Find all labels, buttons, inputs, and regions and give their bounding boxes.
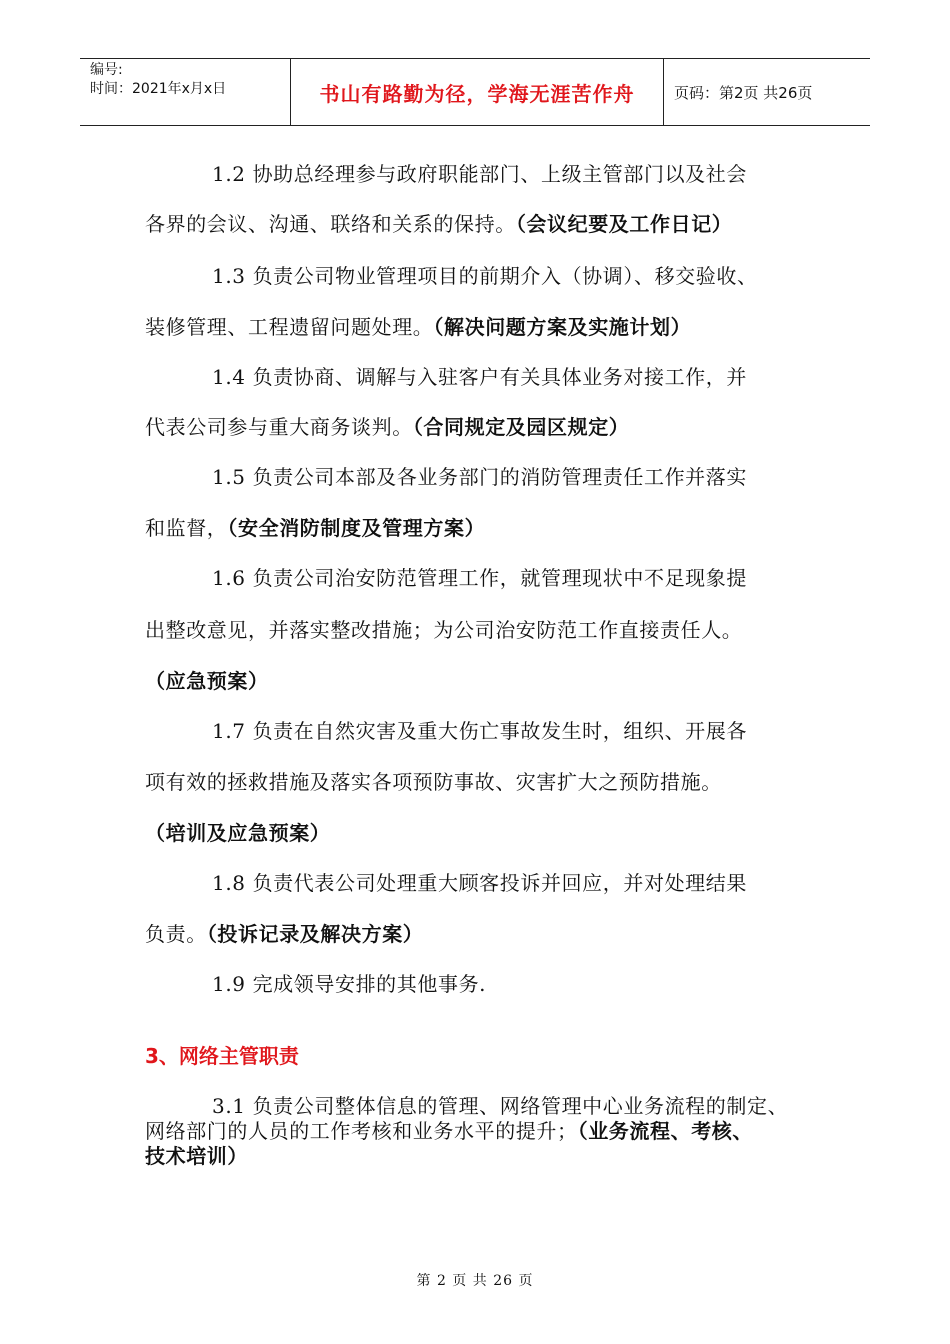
page-footer: 第 2 页 共 26 页 [416,1273,534,1289]
body-line [145,766,722,795]
body-line [145,411,629,440]
body-line [212,260,758,289]
body-line [212,361,747,390]
body-line [212,715,747,744]
line-text: 1.6 负责公司治安防范管理工作，就管理现状中不足现象提 [212,566,747,590]
line-text: 代表公司参与重大商务谈判。 [145,415,413,439]
body-line [145,208,732,237]
line-text: 1.3 负责公司物业管理项目的前期介入（协调）、移交验收、 [212,264,758,288]
line-text: 和监督， [145,516,228,540]
body-line [145,512,485,541]
body-line [212,461,747,490]
line-text: 1.7 负责在自然灾害及重大伤亡事故发生时，组织、开展各 [212,719,747,743]
line-text: 1.5 负责公司本部及各业务部门的消防管理责任工作并落实 [212,465,747,489]
line-text: 负责。 [145,922,207,946]
line-bold: （会议纪要及工作日记） [515,212,733,236]
page-header [80,58,870,126]
line-text: 出整改意见，并落实整改措施；为公司治安防范工作直接责任人。 [145,618,743,642]
document-number-label: 编号: [90,62,123,78]
document-time: 时间：2021年x月x日 [90,81,227,97]
body-line [145,665,269,694]
line-bold: （业务流程、考核、 [577,1119,754,1143]
line-bold: （培训及应急预案） [145,821,331,845]
line-bold: （投诉记录及解决方案） [206,922,424,946]
line-text: 1.9 完成领导安排的其他事务. [212,972,487,996]
line-bold: （合同规定及园区规定） [412,415,630,439]
line-text: 1.8 负责代表公司处理重大顾客投诉并回应，并对处理结果 [212,871,747,895]
header-meta [80,59,290,125]
line-text: 1.2 协助总经理参与政府职能部门、上级主管部门以及社会 [212,162,747,186]
body-line [145,614,742,643]
body-line [145,311,691,340]
body-line [212,562,747,591]
line-text: 3.1 负责公司整体信息的管理、网络管理中心业务流程的制定、 [212,1094,789,1118]
body-line [212,968,486,997]
section-line [145,1140,248,1169]
header-motto: 书山有路勤为径，学海无涯苦作舟 [290,59,664,125]
line-text: 网络部门的人员的工作考核和业务水平的提升； [145,1119,578,1143]
body-line [212,158,747,187]
section-heading: 3、网络主管职责 [145,1044,299,1068]
line-text: 1.4 负责协商、调解与入驻客户有关具体业务对接工作，并 [212,365,747,389]
line-bold: （解决问题方案及实施计划） [433,315,692,339]
header-page-info: 页码：第2页 共26页 [674,83,813,102]
line-bold: （应急预案） [145,669,269,693]
body-line [145,918,423,947]
body-line [212,867,747,896]
line-text: 各界的会议、沟通、联络和关系的保持。 [145,212,516,236]
line-bold: （安全消防制度及管理方案） [227,516,486,540]
body-line [145,817,330,846]
line-text: 项有效的拯救措施及落实各项预防事故、灾害扩大之预防措施。 [145,770,722,794]
line-text: 装修管理、工程遗留问题处理。 [145,315,434,339]
line-bold: 技术培训） [145,1144,248,1168]
